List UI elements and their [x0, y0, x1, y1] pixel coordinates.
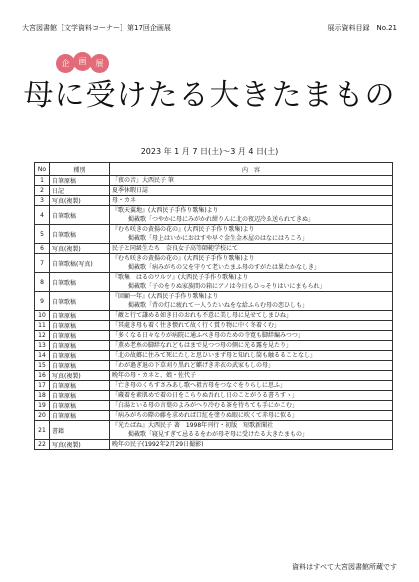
table-row [35, 292, 393, 311]
content-line: 「白湯といる母の言葉のよみがへり冷むる茶を待ちても手にかこむ」 [112, 402, 298, 409]
row-content [110, 186, 393, 196]
row-number: 10 [35, 311, 50, 321]
row-content [110, 421, 393, 440]
table-row [35, 254, 393, 273]
row-content [110, 331, 393, 341]
row-number: 5 [35, 225, 50, 244]
row-type: 自筆原稿 [50, 401, 110, 411]
row-number: 2 [35, 186, 50, 196]
row-content [110, 292, 393, 311]
exhibition-badges [56, 52, 112, 72]
row-number: 1 [35, 176, 50, 186]
badge-ga: 画 [73, 52, 92, 71]
content-line: 「亡き母のくちすさみあし歌へ祖古母をつなぐをりらしに思ふ」 [112, 382, 287, 389]
row-type: 自筆原稿 [50, 176, 110, 186]
row-type: 自筆歌稿 [50, 273, 110, 292]
row-type: 自筆原稿 [50, 351, 110, 361]
content-line: 『歌集 はるのワルツ』(大西民子手作り歌集)より [112, 274, 249, 281]
row-content [110, 311, 393, 321]
table-header-row [35, 163, 393, 176]
row-number: 19 [35, 401, 50, 411]
page-title: 母に受けたる大きたまもの [23, 78, 396, 113]
row-content [110, 225, 393, 244]
content-line: 「敵と行て謙める如き日のおれも不意に美し母に見せてしまひね」 [112, 312, 293, 319]
badge-ki: 企 [56, 54, 75, 73]
row-content [110, 176, 393, 186]
table-row [35, 421, 393, 440]
content-line: 「わが過ぎ退の下草刈り黒れど麒げき赤衣の武家もしの母」 [112, 362, 275, 369]
table-row [35, 186, 393, 196]
table-row [35, 176, 393, 186]
row-number: 21 [35, 421, 50, 440]
row-content [110, 244, 393, 254]
row-content [110, 391, 393, 401]
table-row [35, 391, 393, 401]
content-line: 「北の故郷に住みて死にたしと思ひいまず母と知れし筒も触るることなし」 [112, 352, 317, 359]
row-type: 書籍 [50, 421, 110, 440]
content-line: 掲載歌「子のをりぬ家族間の箱にアノは今日もひっそりはいにまもられ」 [128, 283, 326, 290]
row-number: 13 [35, 341, 50, 351]
row-content [110, 371, 393, 381]
catalog-table [34, 162, 393, 450]
content-line: 『歌天翼地』(大西民子手作り歌集)より [112, 207, 219, 214]
table-row [35, 411, 393, 421]
row-content [110, 341, 393, 351]
row-number: 3 [35, 196, 50, 206]
row-content [110, 381, 393, 391]
content-line: 掲載歌「病みがちの父を守りて老いたまふ母のすがたは果たかなしき」 [128, 264, 321, 271]
table-row [35, 273, 393, 292]
row-content [110, 351, 393, 361]
content-line: 『回顧一年』(大西民子手作り歌集)より [112, 293, 219, 300]
row-number: 7 [35, 254, 50, 273]
table-row [35, 196, 393, 206]
header-exhibition-name: 大宮図書館［文学資料コーナー］第17回企画展 [22, 24, 171, 32]
table-row [35, 440, 393, 450]
exhibition-dates: 2023 年 1 月 7 日(土)～3 月 4 日(土) [140, 147, 279, 156]
row-type: 自筆原稿 [50, 341, 110, 351]
content-line: 掲載歌「背の灯に疲れて一人うたいねをな給ふらむ母の恋ひしも」 [128, 302, 309, 309]
row-number: 11 [35, 321, 50, 331]
content-line: 掲載歌「母上はいかにおはすや早ぐ金生金木屋のはなにはろころ」 [128, 235, 309, 242]
row-number: 18 [35, 391, 50, 401]
header-no: No [35, 163, 50, 176]
row-content [110, 321, 393, 331]
row-type: 写真(複製) [50, 371, 110, 381]
content-line: 民子と同級生たち 奈良女子高等師範学校にて [112, 245, 239, 252]
row-content [110, 401, 393, 411]
row-number: 8 [35, 273, 50, 292]
content-line: 「蔵着を素肌めで着の日をこらりぬ吾れし日のことがうる書ろすゝ」 [112, 392, 299, 399]
row-type: 自筆原稿 [50, 391, 110, 401]
table-row [35, 361, 393, 371]
content-line: 『むち咲きの黄揚の花の』(大西民子手作り歌集)より [112, 226, 255, 233]
row-content [110, 206, 393, 225]
row-type: 写真(複製) [50, 196, 110, 206]
row-type: 自筆原稿 [50, 311, 110, 321]
row-type: 自筆原稿 [50, 411, 110, 421]
row-type: 自筆原稿 [50, 361, 110, 371]
row-content [110, 411, 393, 421]
content-line: 晩年の母・カネと、娘・佐代子 [112, 372, 197, 379]
content-line: 掲載歌「つやかに母にみがかれ紺りんに北の夜辺冷ゑ送られてきぬ」 [128, 216, 315, 223]
row-type: 自筆原稿 [50, 331, 110, 341]
row-number: 9 [35, 292, 50, 311]
row-type: 自筆原稿 [50, 321, 110, 331]
table-row [35, 225, 393, 244]
table-row [35, 244, 393, 254]
content-line: 「病みがちの際の藤を求めれば口紅を塗りぬ眼に吹くて赤母に似る」 [112, 412, 299, 419]
row-type: 日記 [50, 186, 110, 196]
content-line: 「夜の音」大西民子 筆 [112, 177, 174, 184]
table-body [35, 176, 393, 450]
content-line: 「薫め老糸の脚絆なれどもはまで見つつ母の側に光る露を見たり」 [112, 342, 293, 349]
table-row [35, 401, 393, 411]
row-number: 16 [35, 371, 50, 381]
row-type: 自筆原稿 [50, 381, 110, 391]
row-type: 自筆歌稿 [50, 206, 110, 225]
content-line: 『むち咲きの黄揚の花の』(大西民子手作り歌集)より [112, 255, 255, 262]
header-type: 種別 [50, 163, 110, 176]
row-content [110, 273, 393, 292]
row-number: 6 [35, 244, 50, 254]
table-row [35, 321, 393, 331]
row-type: 自筆歌稿 [50, 292, 110, 311]
row-content [110, 440, 393, 450]
row-number: 17 [35, 381, 50, 391]
header-content: 内 容 [110, 163, 393, 176]
row-type: 自筆歌稿(写真) [50, 254, 110, 273]
table-row [35, 341, 393, 351]
table-row [35, 381, 393, 391]
content-line: 「其處き母も着く往き懐れて故く行く賞り物に中く冬着くむ」 [112, 322, 281, 329]
content-line: 『光たばね』大西民子 著 1998年刊行・初版 短歌新聞社 [112, 422, 274, 429]
content-line: 夏季休暇日誌 [112, 187, 149, 194]
row-content [110, 196, 393, 206]
row-type: 写真(複製) [50, 244, 110, 254]
table-row [35, 371, 393, 381]
footer-note: 資料はすべて大宮図書館所蔵です [292, 563, 397, 571]
content-line: 「多くなる日々なりが病院に通ふべき母のための寺寛も脚絆編みつつ」 [112, 332, 304, 339]
row-number: 20 [35, 411, 50, 421]
row-content [110, 254, 393, 273]
table-row [35, 206, 393, 225]
row-number: 14 [35, 351, 50, 361]
table-row [35, 311, 393, 321]
row-number: 22 [35, 440, 50, 450]
row-type: 自筆歌稿 [50, 225, 110, 244]
row-type: 写真(複製) [50, 440, 110, 450]
content-line: 掲載歌「寝見すぎて忌るるをわが母ぞ母に受けたる大きたまもの」 [128, 431, 309, 438]
row-number: 4 [35, 206, 50, 225]
content-line: 母・カネ [112, 197, 137, 204]
row-content [110, 361, 393, 371]
table-row [35, 351, 393, 361]
badge-ten: 展 [90, 54, 109, 73]
row-number: 15 [35, 361, 50, 371]
content-line: 晩年の民子(1992年2月29日撮影) [112, 441, 204, 448]
header-catalog-number: 展示資料目録 No.21 [327, 24, 397, 32]
row-number: 12 [35, 331, 50, 341]
table-row [35, 331, 393, 341]
